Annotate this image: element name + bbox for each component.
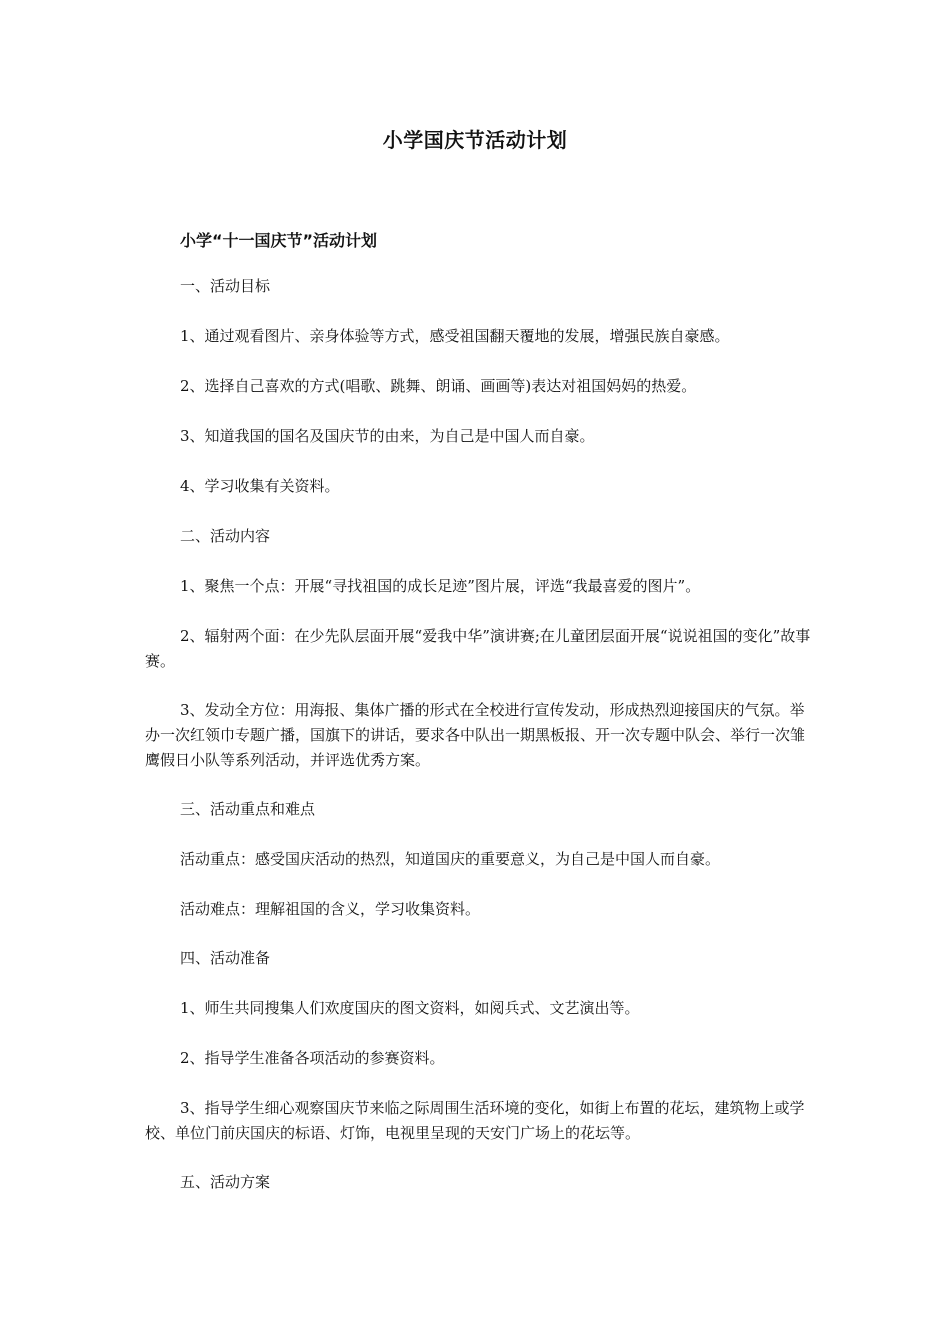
paragraph: 1、聚焦一个点：开展“寻找祖国的成长足迹”图片展，评选“我最喜爱的图片”。	[180, 577, 701, 595]
section-heading-key-points: 三、活动重点和难点	[180, 800, 316, 818]
document-subtitle: 小学“十一国庆节”活动计划	[180, 231, 378, 250]
paragraph: 4、学习收集有关资料。	[180, 477, 340, 495]
paragraph: 1、师生共同搜集人们欢度国庆的图文资料，如阅兵式、文艺演出等。	[180, 999, 640, 1017]
paragraph: 2、指导学生准备各项活动的参赛资料。	[180, 1049, 445, 1067]
section-heading-goals: 一、活动目标	[180, 277, 271, 295]
section-heading-content: 二、活动内容	[180, 527, 271, 545]
document-title: 小学国庆节活动计划	[382, 128, 568, 152]
paragraph: 2、辐射两个面：在少先队层面开展“爱我中华”演讲赛;在儿童团层面开展“说说祖国的变化”故事赛。	[145, 627, 811, 670]
section-heading-preparation: 四、活动准备	[180, 949, 271, 967]
paragraph: 3、发动全方位：用海报、集体广播的形式在全校进行宣传发动，形成热烈迎接国庆的气氛。举办一次红领巾专题广播，国旗下的讲话，要求各中队出一期黑板报、开一次专题中队会、举行一次雏鹰假日小队等系列活动，并评选优秀方案。	[145, 701, 806, 769]
paragraph: 活动重点：感受国庆活动的热烈，知道国庆的重要意义，为自己是中国人而自豪。	[180, 850, 721, 868]
section-heading-plan: 五、活动方案	[180, 1173, 271, 1191]
paragraph: 2、选择自己喜欢的方式(唱歌、跳舞、朗诵、画画等)表达对祖国妈妈的热爱。	[180, 377, 697, 395]
paragraph: 1、通过观看图片、亲身体验等方式，感受祖国翻天覆地的发展，增强民族自豪感。	[180, 327, 730, 345]
paragraph: 活动难点：理解祖国的含义，学习收集资料。	[180, 900, 481, 918]
paragraph: 3、指导学生细心观察国庆节来临之际周围生活环境的变化，如街上布置的花坛，建筑物上或学校、单位门前庆国庆的标语、灯饰，电视里呈现的天安门广场上的花坛等。	[145, 1099, 805, 1142]
paragraph: 3、知道我国的国名及国庆节的由来，为自己是中国人而自豪。	[180, 427, 595, 445]
